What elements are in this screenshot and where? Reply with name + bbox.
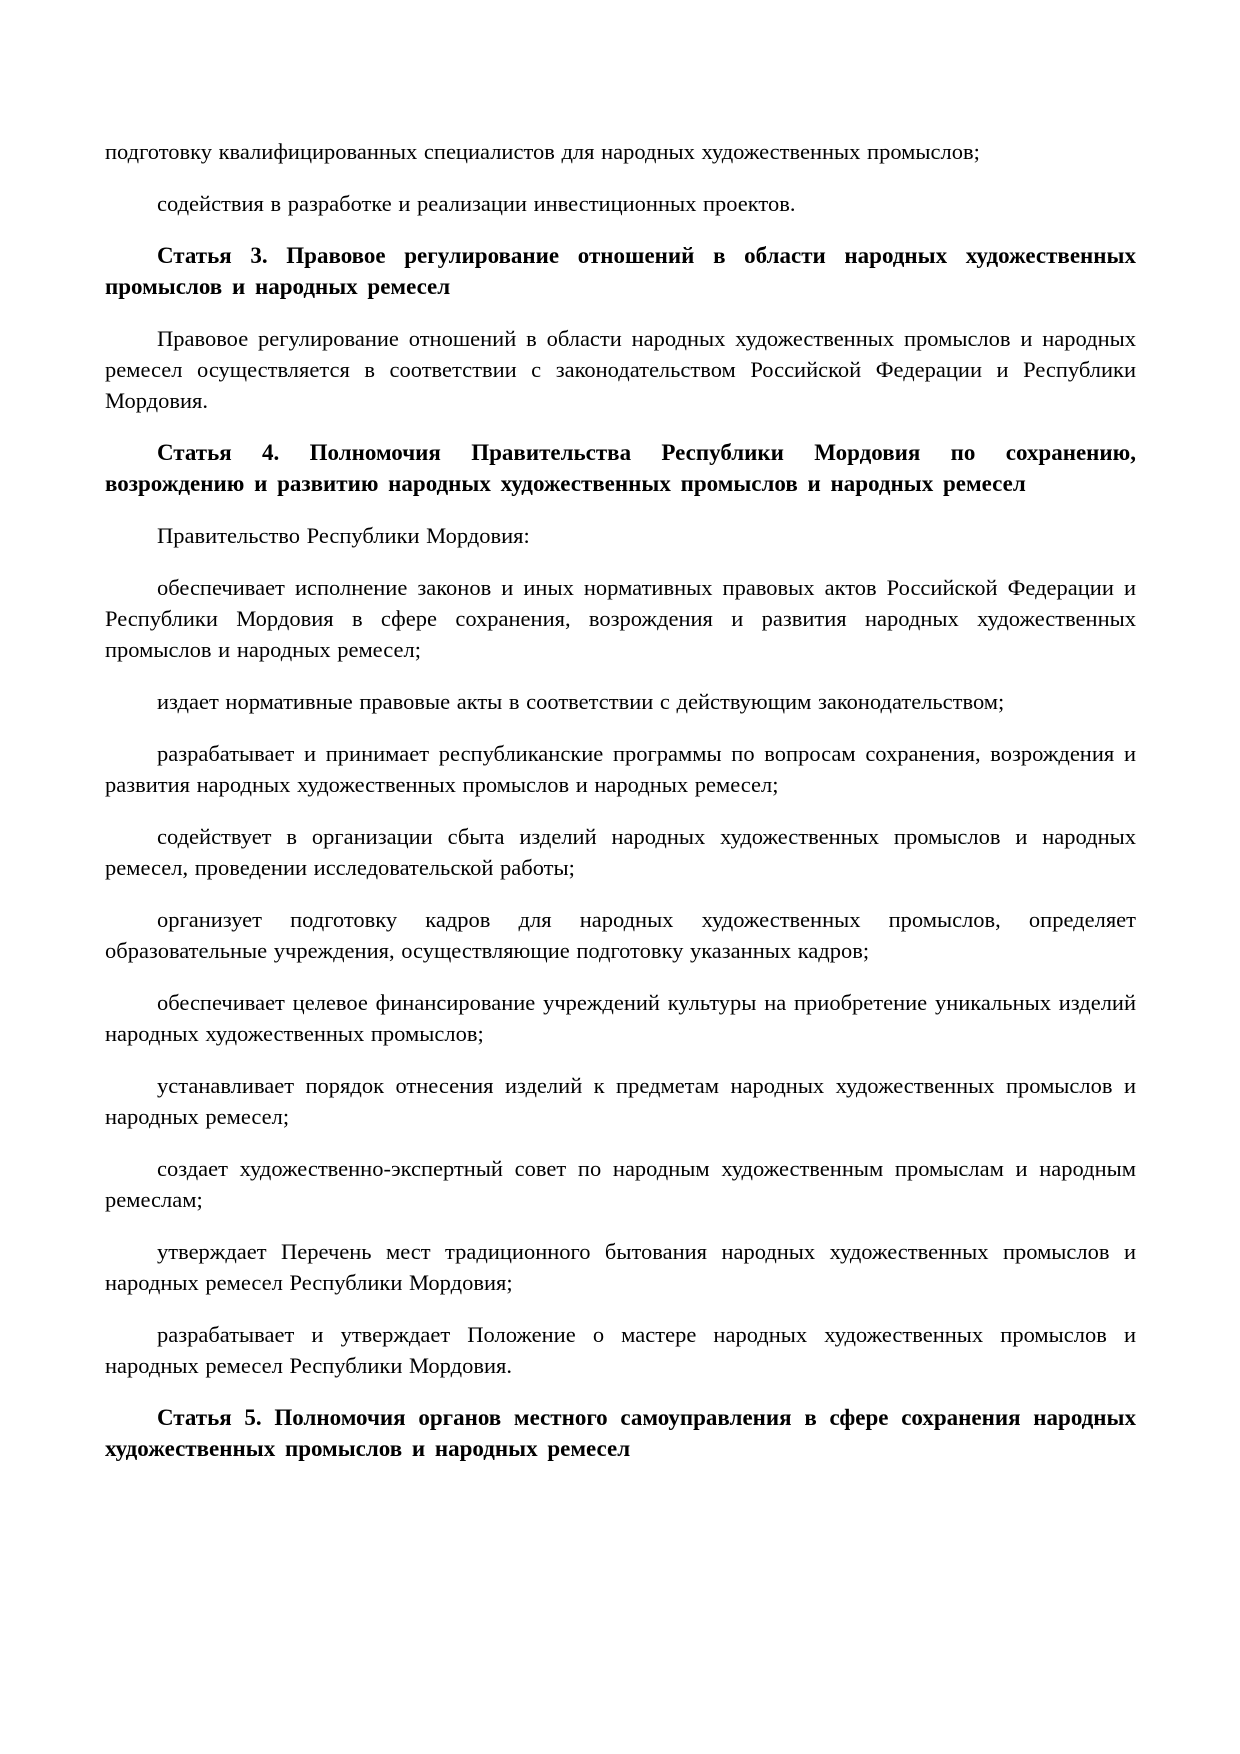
paragraph: утверждает Перечень мест традиционного бытования народных художественных промыслов и народных ремесел Республики Мордовия; [105, 1239, 1136, 1295]
paragraph: подготовку квалифицированных специалистов для народных художественных промыслов; [105, 139, 980, 164]
paragraph: издает нормативные правовые акты в соответствии с действующим законодательством; [157, 689, 1005, 714]
article-heading: Статья 5. Полномочия органов местного самоуправления в сфере сохранения народных художественных промыслов и народных ремесел [105, 1405, 1136, 1461]
article-heading: Статья 3. Правовое регулирование отношений в области народных художественных промыслов и народных ремесел [105, 243, 1136, 299]
paragraph: содействия в разработке и реализации инвестиционных проектов. [157, 191, 796, 216]
paragraph: содействует в организации сбыта изделий народных художественных промыслов и народных ремесел, проведении исследовательской работы; [105, 824, 1136, 880]
paragraph: обеспечивает целевое финансирование учреждений культуры на приобретение уникальных изделий народных художественных промыслов; [105, 990, 1136, 1046]
paragraph: обеспечивает исполнение законов и иных нормативных правовых актов Российской Федерации и Республики Мордовия в сфере сохранения, возрождения и развития народных художественных промыслов и народных ремесел; [105, 575, 1136, 662]
paragraph: разрабатывает и утверждает Положение о мастере народных художественных промыслов и народных ремесел Республики Мордовия. [105, 1322, 1136, 1378]
paragraph: создает художественно-экспертный совет по народным художественным промыслам и народным ремеслам; [105, 1156, 1136, 1212]
paragraph: устанавливает порядок отнесения изделий к предметам народных художественных промыслов и народных ремесел; [105, 1073, 1136, 1129]
paragraph: разрабатывает и принимает республиканские программы по вопросам сохранения, возрождения и развития народных художественных промыслов и народных ремесел; [105, 741, 1136, 797]
document-body [105, 136, 1136, 1464]
paragraph: организует подготовку кадров для народных художественных промыслов, определяет образовательные учреждения, осуществляющие подготовку указанных кадров; [105, 907, 1136, 963]
paragraph: Правительство Республики Мордовия: [157, 523, 530, 548]
paragraph: Правовое регулирование отношений в области народных художественных промыслов и народных ремесел осуществляется в соответствии с законодательством Российской Федерации и Республики Мордовия. [105, 326, 1136, 413]
article-heading: Статья 4. Полномочия Правительства Республики Мордовия по сохранению, возрождению и развитию народных художественных промыслов и народных ремесел [105, 440, 1136, 496]
